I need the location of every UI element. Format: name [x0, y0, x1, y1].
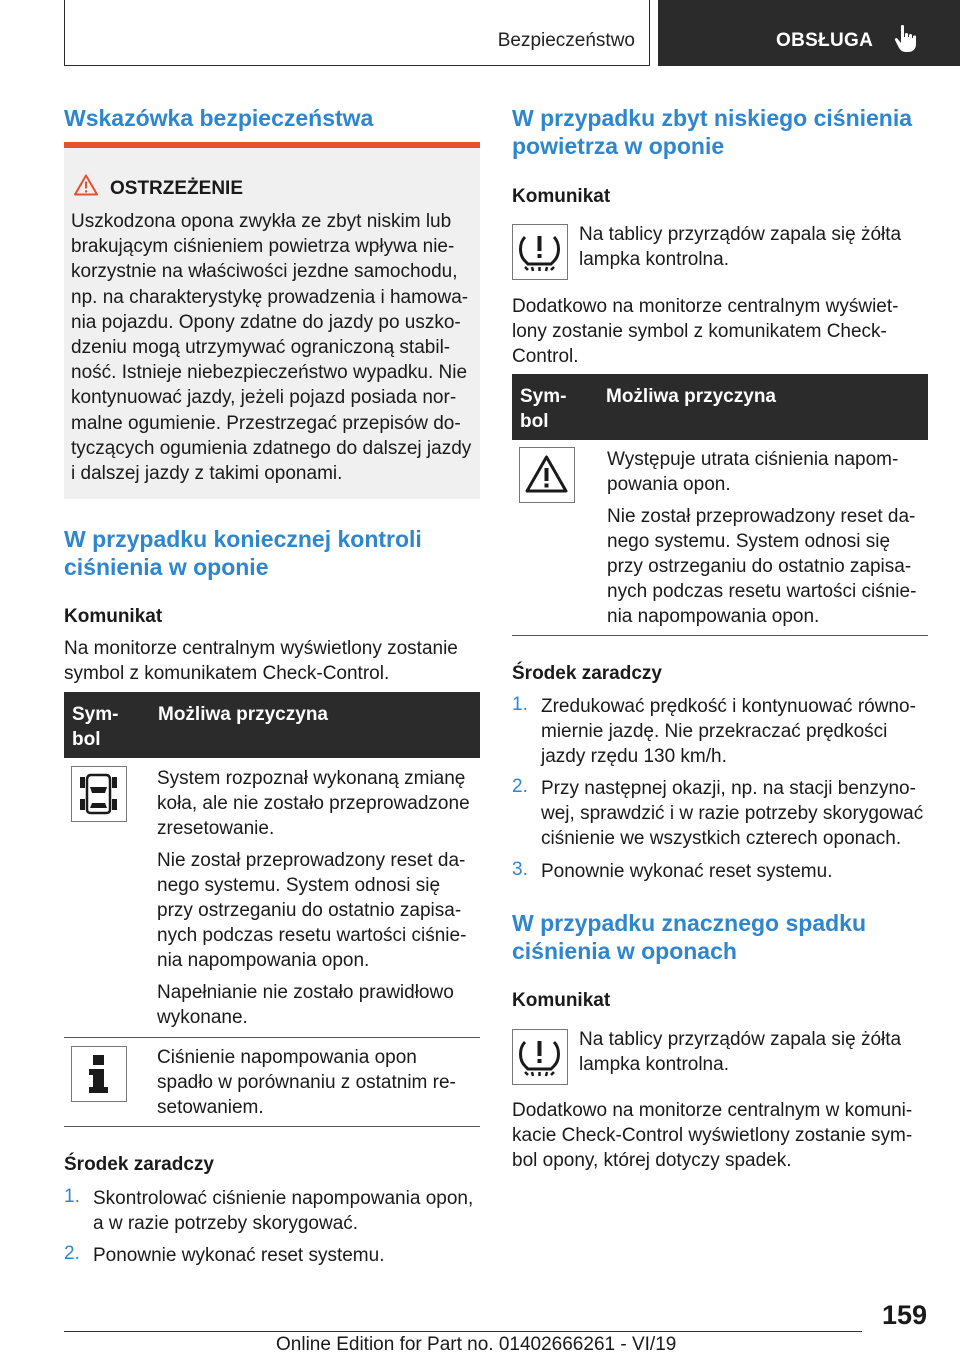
table-row-cause-2: Nie został przeprowadzony reset da- nego systemu. System odnosi się przy ostrzeganiu do ostatnio zapisa- nych podczas resetu wartości ciśnie- nia napompowania opon. [607, 506, 917, 627]
header-section-title: Bezpieczeństwo [497, 30, 635, 51]
warning-text: Uszkodzona opona zwykła ze zbyt niskim lub brakującym ciśnieniem powietrza wpływa nie- korzystnie na właściwości jezdne samochodu, np. na charakterystykę prowadzenia i hamowa- nia pojazdu. Opony zdatne do jazdy po uszko- dzeniu mogą utrzymywać ograniczoną stabil- ność. Istnieje niebezpieczeństwo wypadku. Nie kontynuować jazdy, jeżeli pojazd posiada nor- malne ogumienie. Przestrzegać przepisów do- tyczących ogumienia zdatnego do dalszej jazdy i dalszej jazdy z takimi oponami. [71, 211, 472, 485]
table-row-symbol [71, 1046, 127, 1102]
table-bottom-rule [64, 1126, 480, 1127]
table-row-symbol [71, 766, 127, 822]
indicator-lamp-symbol [512, 224, 568, 280]
pointing-hand-icon [894, 24, 920, 54]
indicator-lamp-text: Na tablicy przyrządów zapala się żółta lampka kontrolna. [579, 1029, 902, 1075]
list-item: Ponownie wykonać reset systemu. [541, 861, 833, 882]
list-item: Zredukować prędkość i kontynuować równo- miernie jazdę. Nie przekraczać prędkości jazdy rzędu 130 km/h. [541, 696, 916, 767]
remedy-heading: Środek zaradczy [512, 663, 662, 684]
footer-rule [64, 1331, 862, 1332]
header-chapter-title: OBSŁUGA [776, 30, 874, 51]
message-heading: Komunikat [64, 606, 163, 627]
section-title-check-pressure: W przypadku koniecznej kontroli ciśnienia w oponie [64, 526, 422, 580]
footer-edition: Online Edition for Part no. 01402666261 - VI/19 [276, 1334, 677, 1355]
message-heading: Komunikat [512, 990, 611, 1011]
header-section-box [64, 0, 650, 66]
list-item: Ponownie wykonać reset systemu. [93, 1245, 385, 1266]
table-header-cause: Możliwa przyczyna [158, 704, 328, 725]
table-header-cause: Możliwa przyczyna [606, 386, 776, 407]
table-bottom-rule [512, 635, 928, 636]
remedy-heading: Środek zaradczy [64, 1154, 214, 1175]
tire-pressure-warning-icon [513, 1030, 566, 1083]
message-heading: Komunikat [512, 186, 611, 207]
section-title-pressure-drop: W przypadku znacznego spadku ciśnienia w oponach [512, 910, 866, 964]
table-row-cause-1: Występuje utrata ciśnienia napom- powania opon. [607, 449, 899, 495]
warning-box [64, 142, 480, 499]
table-header-symbol: Sym- bol [520, 386, 567, 432]
table-row-symbol [519, 447, 575, 503]
indicator-lamp-symbol [512, 1029, 568, 1085]
table-row-cause-3: Napełnianie nie zostało prawidłowo wykonane. [157, 982, 454, 1028]
table-header-symbol: Sym- bol [72, 704, 119, 750]
message-text: Na monitorze centralnym wyświetlony zostanie symbol z komunikatem Check-Control. [64, 638, 458, 684]
list-item: Skontrolować ciśnienie napompowania opon, a w razie potrzeby skorygować. [93, 1188, 474, 1234]
list-number: 2. [512, 776, 528, 797]
table-divider [64, 1037, 480, 1038]
list-number: 3. [512, 859, 528, 880]
section-title-low-pressure: W przypadku zbyt niskiego ciśnienia powietrza w oponie [512, 105, 913, 159]
warning-title: OSTRZEŻENIE [110, 178, 244, 199]
page-number: 159 [881, 1300, 927, 1330]
car-wheels-icon [72, 767, 125, 820]
list-number: 1. [64, 1186, 80, 1207]
extra-info-text: Dodatkowo na monitorze centralnym wyświet- lony zostanie symbol z komunikatem Check- Control. [512, 296, 899, 367]
list-number: 2. [64, 1243, 80, 1264]
safety-note-title: Wskazówka bezpieczeństwa [64, 105, 374, 131]
table-row-cause-1: System rozpoznał wykonaną zmianę koła, ale nie zostało przeprowadzone zresetowanie. [157, 768, 470, 839]
warning-triangle-icon [520, 448, 573, 501]
list-item: Przy następnej okazji, np. na stacji benzyno- wej, sprawdzić i w razie potrzeby skorygować ciśnienie we wszystkich czterech oponach. [541, 778, 924, 849]
warning-triangle-icon [74, 174, 98, 196]
table-row-cause-4: Ciśnienie napompowania opon spadło w porównaniu z ostatnim re- setowaniem. [157, 1047, 456, 1118]
header-chapter-tab [658, 0, 960, 66]
info-icon [72, 1047, 125, 1100]
indicator-lamp-text: Na tablicy przyrządów zapala się żółta lampka kontrolna. [579, 224, 902, 270]
table-header [512, 374, 928, 440]
tire-pressure-warning-icon [513, 225, 566, 278]
table-row-cause-2: Nie został przeprowadzony reset da- nego systemu. System odnosi się przy ostrzeganiu do ostatnio zapisa- nych podczas resetu wartości ciśnie- nia napompowania opon. [157, 850, 467, 971]
list-number: 1. [512, 694, 528, 715]
extra-info-text: Dodatkowo na monitorze centralnym w komuni- kacie Check-Control wyświetlony zostanie sym- bol opony, której dotyczy spadek. [512, 1100, 913, 1171]
table-header [64, 692, 480, 758]
